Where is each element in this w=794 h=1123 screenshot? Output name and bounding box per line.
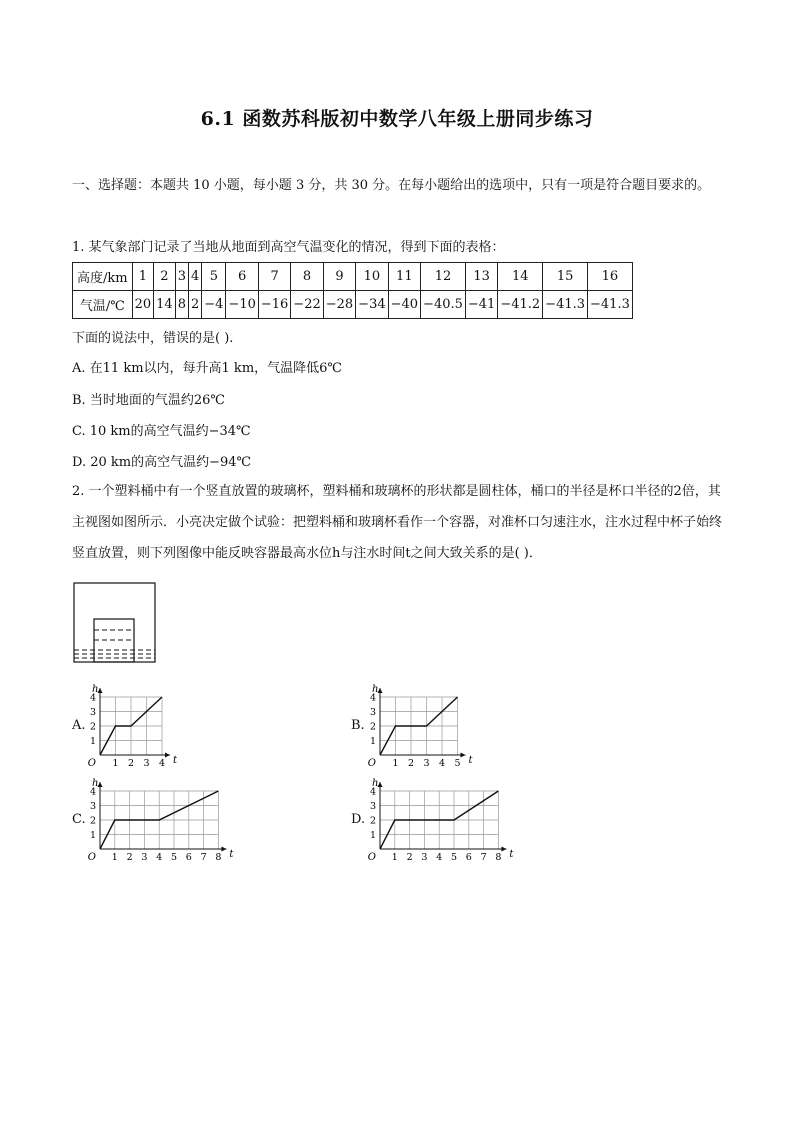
x-tick-label: 8 bbox=[495, 852, 502, 863]
table-cell-temperature: −16 bbox=[258, 291, 290, 319]
y-tick-label: 3 bbox=[89, 707, 96, 718]
table-cell-temperature: 20 bbox=[132, 291, 154, 319]
table-cell-temperature: −41.3 bbox=[588, 291, 633, 319]
table-cell-temperature: 8 bbox=[175, 291, 188, 319]
x-tick-label: 2 bbox=[407, 758, 415, 769]
graph-b[interactable] bbox=[366, 680, 476, 772]
table-cell-height: 7 bbox=[258, 263, 290, 291]
table-cell-height: 13 bbox=[465, 263, 497, 291]
y-tick-label: 2 bbox=[369, 815, 376, 827]
x-tick-label: 4 bbox=[158, 758, 166, 769]
table-row-temperature bbox=[73, 291, 633, 319]
x-tick-label: 3 bbox=[143, 758, 150, 769]
x-axis-label: t bbox=[509, 849, 514, 860]
y-tick-label: 3 bbox=[89, 801, 96, 812]
y-tick-label: 1 bbox=[369, 736, 376, 747]
x-tick-label: 7 bbox=[480, 852, 487, 863]
table-row-height bbox=[73, 263, 633, 291]
x-tick-label: 1 bbox=[112, 758, 119, 769]
x-axis-label: t bbox=[173, 755, 178, 766]
x-tick-label: 6 bbox=[185, 852, 192, 863]
x-tick-label: 1 bbox=[111, 852, 118, 863]
x-tick-label: 5 bbox=[170, 852, 178, 863]
y-tick-label: 1 bbox=[89, 830, 96, 841]
table-cell-height: 8 bbox=[291, 263, 323, 291]
x-axis-arrow-icon bbox=[501, 847, 506, 852]
y-tick-label: 2 bbox=[369, 721, 376, 733]
y-tick-label: 3 bbox=[369, 801, 376, 812]
y-tick-label: 2 bbox=[89, 815, 96, 827]
table-cell-temperature: −41.3 bbox=[543, 291, 588, 319]
table-cell-height: 16 bbox=[588, 263, 633, 291]
table-cell-temperature: −40 bbox=[388, 291, 420, 319]
y-axis-label: h bbox=[372, 778, 379, 789]
table-cell-temperature: −41.2 bbox=[498, 291, 543, 319]
page-title: 6.1 函数苏科版初中数学八年级上册同步练习 bbox=[200, 108, 594, 130]
section-heading: 一、选择题：本题共 10 小题，每小题 3 分，共 30 分。在每小题给出的选项中，只有一项是符合题目要求的。 bbox=[72, 178, 711, 193]
table-cell-height: 15 bbox=[543, 263, 588, 291]
x-tick-label: 6 bbox=[465, 852, 472, 863]
y-tick-label: 3 bbox=[369, 707, 376, 718]
table-cell-height: 9 bbox=[323, 263, 355, 291]
graph-d[interactable] bbox=[366, 774, 516, 866]
graph-c[interactable] bbox=[86, 774, 236, 866]
x-tick-label: 4 bbox=[156, 852, 163, 863]
x-tick-label: 1 bbox=[392, 758, 399, 769]
table-cell-temperature: −34 bbox=[356, 291, 388, 319]
table-cell-temperature: −22 bbox=[291, 291, 323, 319]
table-cell-temperature: −41 bbox=[465, 291, 497, 319]
graph-c-label[interactable]: C. bbox=[72, 812, 86, 827]
x-tick-label: 3 bbox=[141, 852, 148, 863]
question-1-stem: 1. 某气象部门记录了当地从地面到高空气温变化的情况，得到下面的表格： bbox=[72, 240, 505, 255]
x-tick-label: 2 bbox=[406, 852, 413, 863]
origin-label: O bbox=[87, 852, 96, 863]
x-tick-label: 4 bbox=[438, 758, 446, 769]
option-c[interactable]: C. 10 km的高空气温约−34℃ bbox=[72, 424, 251, 439]
temperature-table bbox=[72, 262, 633, 319]
x-tick-label: 7 bbox=[200, 852, 207, 863]
y-tick-label: 1 bbox=[89, 736, 96, 747]
graph-a-label[interactable]: A. bbox=[72, 718, 86, 733]
x-axis-arrow-icon bbox=[461, 753, 466, 758]
table-cell-temperature: −4 bbox=[202, 291, 226, 319]
origin-label: O bbox=[367, 758, 376, 769]
x-tick-label: 4 bbox=[436, 852, 443, 863]
y-tick-label: 4 bbox=[369, 786, 376, 798]
x-axis-arrow-icon bbox=[165, 753, 170, 758]
y-axis-label: h bbox=[92, 778, 99, 789]
table-cell-height: 12 bbox=[421, 263, 466, 291]
table-cell-height: 5 bbox=[202, 263, 226, 291]
x-axis-arrow-icon bbox=[221, 847, 226, 852]
table-cell-height: 14 bbox=[498, 263, 543, 291]
table-cell-height: 1 bbox=[132, 263, 154, 291]
x-axis-label: t bbox=[229, 849, 234, 860]
table-cell-height: 11 bbox=[388, 263, 420, 291]
table-header-temperature: 气温/℃ bbox=[73, 291, 133, 319]
table-cell-temperature: 14 bbox=[154, 291, 176, 319]
option-d[interactable]: D. 20 km的高空气温约−94℃ bbox=[72, 455, 252, 470]
table-cell-temperature: −28 bbox=[323, 291, 355, 319]
container-front-view-figure bbox=[72, 582, 158, 664]
graph-d-label[interactable]: D. bbox=[351, 812, 366, 827]
x-tick-label: 5 bbox=[454, 758, 461, 769]
x-tick-label: 2 bbox=[127, 758, 135, 769]
question-2-stem: 2. 一个塑料桶中有一个竖直放置的玻璃杯，塑料桶和玻璃杯的形状都是圆柱体，桶口的半径是杯口半径的2倍，其主视图如图所示．小亮决定做个试验：把塑料桶和玻璃杯看作一个容器，对准杯口匀速注水，注水过程中杯子始终竖直放置，则下列图像中能反映容器最高水位h与注水时间t之间大致关系的是( )． bbox=[72, 484, 723, 561]
x-tick-label: 2 bbox=[126, 852, 133, 863]
y-tick-label: 4 bbox=[369, 692, 376, 704]
y-axis-label: h bbox=[372, 684, 379, 695]
graph-a[interactable] bbox=[86, 680, 186, 772]
x-tick-label: 1 bbox=[391, 852, 398, 863]
origin-label: O bbox=[367, 852, 376, 863]
graph-b-label[interactable]: B. bbox=[351, 718, 365, 733]
y-tick-label: 2 bbox=[89, 721, 96, 733]
x-tick-label: 3 bbox=[421, 852, 428, 863]
table-cell-height: 2 bbox=[154, 263, 176, 291]
question-1-prompt: 下面的说法中，错误的是( ). bbox=[72, 331, 234, 346]
x-tick-label: 3 bbox=[423, 758, 430, 769]
table-cell-height: 10 bbox=[356, 263, 388, 291]
table-cell-height: 3 bbox=[175, 263, 188, 291]
y-axis-label: h bbox=[92, 684, 99, 695]
y-tick-label: 1 bbox=[369, 830, 376, 841]
origin-label: O bbox=[87, 758, 96, 769]
table-header-height: 高度/km bbox=[73, 263, 133, 291]
x-tick-label: 5 bbox=[450, 852, 458, 863]
table-cell-temperature: −10 bbox=[226, 291, 258, 319]
y-tick-label: 4 bbox=[89, 786, 96, 798]
table-cell-height: 4 bbox=[188, 263, 201, 291]
table-cell-temperature: −40.5 bbox=[421, 291, 466, 319]
x-axis-label: t bbox=[468, 755, 473, 766]
y-tick-label: 4 bbox=[89, 692, 96, 704]
option-b[interactable]: B. 当时地面的气温约26℃ bbox=[72, 393, 225, 408]
x-tick-label: 8 bbox=[215, 852, 222, 863]
table-cell-height: 6 bbox=[226, 263, 258, 291]
option-a[interactable]: A. 在11 km以内，每升高1 km，气温降低6℃ bbox=[72, 361, 342, 376]
table-cell-temperature: 2 bbox=[188, 291, 201, 319]
